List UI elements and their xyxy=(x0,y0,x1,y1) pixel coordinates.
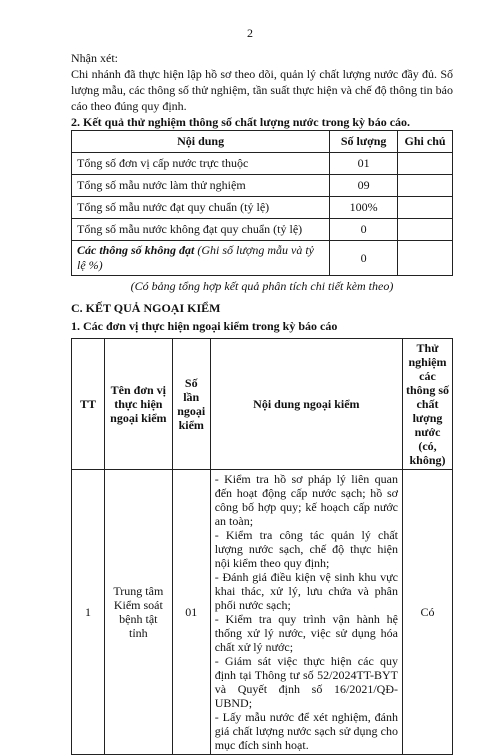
section-c-subheading: 1. Các đơn vị thực hiện ngoại kiểm trong kỳ báo cáo xyxy=(71,319,338,333)
row-label: Tổng số mẫu nước đạt quy chuẩn (tỷ lệ) xyxy=(72,197,330,219)
header-unit: Tên đơn vị thực hiện ngoại kiểm xyxy=(104,339,172,470)
row-note xyxy=(398,197,453,219)
header-note: Ghi chú xyxy=(398,131,453,153)
row-note xyxy=(398,175,453,197)
row-value: 100% xyxy=(330,197,398,219)
table-row xyxy=(72,470,453,755)
row-value: 01 xyxy=(330,153,398,175)
header-tt: TT xyxy=(72,339,105,470)
row-value: 09 xyxy=(330,175,398,197)
content-item: - Đánh giá điều kiện vệ sinh khu vực khai thác, xử lý, lưu chứa và phân phối nước sạch; xyxy=(214,570,398,612)
table-row xyxy=(72,175,453,197)
page-number: 2 xyxy=(247,26,253,40)
content-item: - Kiểm tra quy trình vận hành hệ thống xử lý nước, việc sử dụng hóa chất xử lý nước; xyxy=(214,612,398,654)
table-header-row xyxy=(72,131,453,153)
row-tt: 1 xyxy=(72,470,105,755)
table-row xyxy=(72,197,453,219)
water-test-results-table xyxy=(71,130,453,276)
external-inspection-table xyxy=(71,338,453,755)
row-label-bold: Các thông số không đạt xyxy=(77,243,195,257)
header-quantity: Số lượng xyxy=(330,131,398,153)
table-caption: (Có bảng tổng hợp kết quả phân tích chi tiết kèm theo) xyxy=(130,279,394,293)
row-label xyxy=(72,241,330,276)
section-c-heading: C. KẾT QUẢ NGOẠI KIỂM xyxy=(71,301,221,315)
row-content xyxy=(210,470,402,755)
header-test: Thử nghiệm các thông số chất lượng nước (có, không) xyxy=(403,339,453,470)
row-note xyxy=(398,219,453,241)
remark-body: Chi nhánh đã thực hiện lập hồ sơ theo dõi, quản lý chất lượng nước đầy đủ. Số lượng mẫu, các thông số thử nghiệm, tần suất thực hiện và chế độ thông tin báo cáo theo đúng quy định. xyxy=(71,67,453,113)
row-label-note: (Ghi số lượng mẫu và tỷ lệ %) xyxy=(77,243,314,272)
content-item: - Lấy mẫu nước để xét nghiệm, đánh giá chất lượng nước sạch sử dụng cho mục đích sinh hoạt. xyxy=(214,710,398,752)
table-row xyxy=(72,153,453,175)
section-2-heading: 2. Kết quả thử nghiệm thông số chất lượng nước trong kỳ báo cáo. xyxy=(71,115,411,129)
row-label: Tổng số mẫu nước không đạt quy chuẩn (tỷ lệ) xyxy=(72,219,330,241)
page-content xyxy=(71,50,453,755)
row-test: Có xyxy=(403,470,453,755)
remark-title: Nhận xét: xyxy=(71,51,118,65)
header-content: Nội dung ngoại kiểm xyxy=(210,339,402,470)
content-item: - Kiểm tra công tác quản lý chất lượng nước sạch, chế độ thực hiện nội kiểm theo quy định; xyxy=(214,528,398,570)
content-item: - Giám sát việc thực hiện các quy định tại Thông tư số 52/2024TT-BYT và Quyết định số 16/2021/QĐ-UBND; xyxy=(214,654,398,710)
row-note xyxy=(398,241,453,276)
table-header-row xyxy=(72,339,453,470)
table-row xyxy=(72,241,453,276)
table-row xyxy=(72,219,453,241)
header-content: Nội dung xyxy=(72,131,330,153)
row-value: 0 xyxy=(330,241,398,276)
row-label: Tổng số đơn vị cấp nước trực thuộc xyxy=(72,153,330,175)
content-item: - Kiểm tra hồ sơ pháp lý liên quan đến hoạt động cấp nước sạch; hồ sơ công bố hợp quy; kế hoạch cấp nước an toàn; xyxy=(214,472,398,528)
row-note xyxy=(398,153,453,175)
row-unit: Trung tâm Kiểm soát bệnh tật tỉnh xyxy=(104,470,172,755)
header-count: Số lần ngoại kiểm xyxy=(172,339,210,470)
row-label: Tổng số mẫu nước làm thử nghiệm xyxy=(72,175,330,197)
row-count: 01 xyxy=(172,470,210,755)
row-value: 0 xyxy=(330,219,398,241)
